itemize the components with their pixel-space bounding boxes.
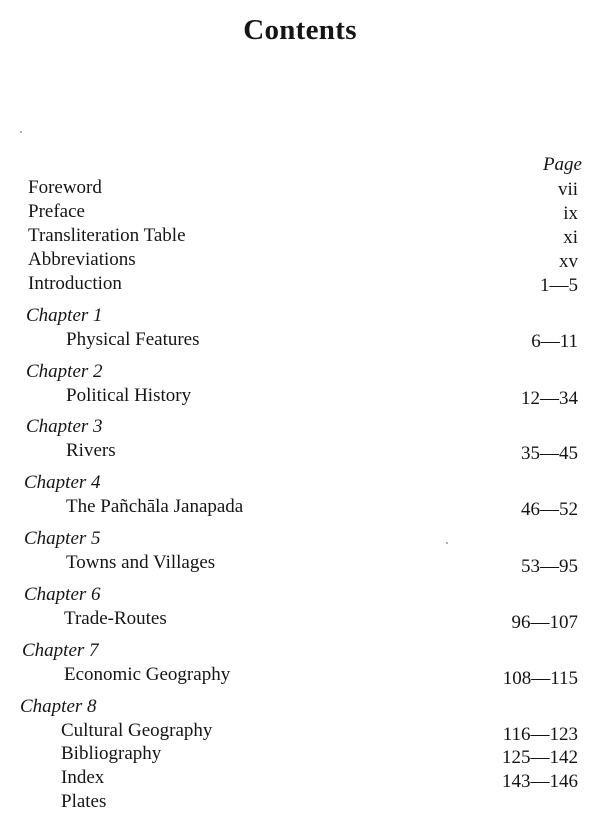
entry-page: 96—107 xyxy=(511,612,578,633)
entry-page: 1—5 xyxy=(540,275,578,296)
entry-page: 116—123 xyxy=(502,724,578,745)
entry-label: Introduction xyxy=(28,273,122,294)
chapter-number: Chapter 5 xyxy=(24,528,101,549)
entry-page: 53—95 xyxy=(521,556,578,577)
chapter-number: Chapter 3 xyxy=(26,416,103,437)
entry-page: 143—146 xyxy=(502,771,578,792)
chapter-number: Chapter 7 xyxy=(22,640,99,661)
chapter-title: Rivers xyxy=(66,440,116,461)
entry-label: Preface xyxy=(28,201,85,222)
entry-page: 125—142 xyxy=(502,747,578,768)
entry-page: xv xyxy=(559,251,578,272)
entry-page: 46—52 xyxy=(521,499,578,520)
entry-page: ix xyxy=(563,203,578,224)
chapter-number: Chapter 6 xyxy=(24,584,101,605)
entry-page: 6—11 xyxy=(531,331,578,352)
chapter-number: Chapter 2 xyxy=(26,361,103,382)
chapter-title: Towns and Villages xyxy=(66,552,216,573)
chapter-number: Chapter 1 xyxy=(26,305,103,326)
chapter-title: Cultural Geography xyxy=(61,720,213,741)
chapter-title: Economic Geography xyxy=(64,664,231,685)
page-column-heading: Page xyxy=(542,154,582,175)
entry-page: 108—115 xyxy=(502,668,578,689)
chapter-title: Physical Features xyxy=(66,329,200,350)
chapter-number: Chapter 4 xyxy=(24,472,101,493)
chapter-title: Political History xyxy=(66,385,192,406)
entry-page: 35—45 xyxy=(521,443,578,464)
entry-label: Abbreviations xyxy=(28,249,136,270)
scan-speck xyxy=(446,542,448,544)
chapter-title: The Pañchāla Janapada xyxy=(66,496,244,517)
chapter-number: Chapter 8 xyxy=(20,696,97,717)
entry-label: Foreword xyxy=(28,177,102,198)
entry-page: 12—34 xyxy=(521,388,578,409)
page-title: Contents xyxy=(243,14,357,46)
entry-label: Bibliography xyxy=(61,743,162,764)
entry-label: Transliteration Table xyxy=(28,225,186,246)
entry-label: Plates xyxy=(61,791,107,812)
chapter-title: Trade-Routes xyxy=(64,608,167,629)
entry-page: vii xyxy=(557,179,578,200)
entry-label: Index xyxy=(61,767,105,788)
scan-speck xyxy=(20,131,22,133)
entry-page: xi xyxy=(563,227,578,248)
